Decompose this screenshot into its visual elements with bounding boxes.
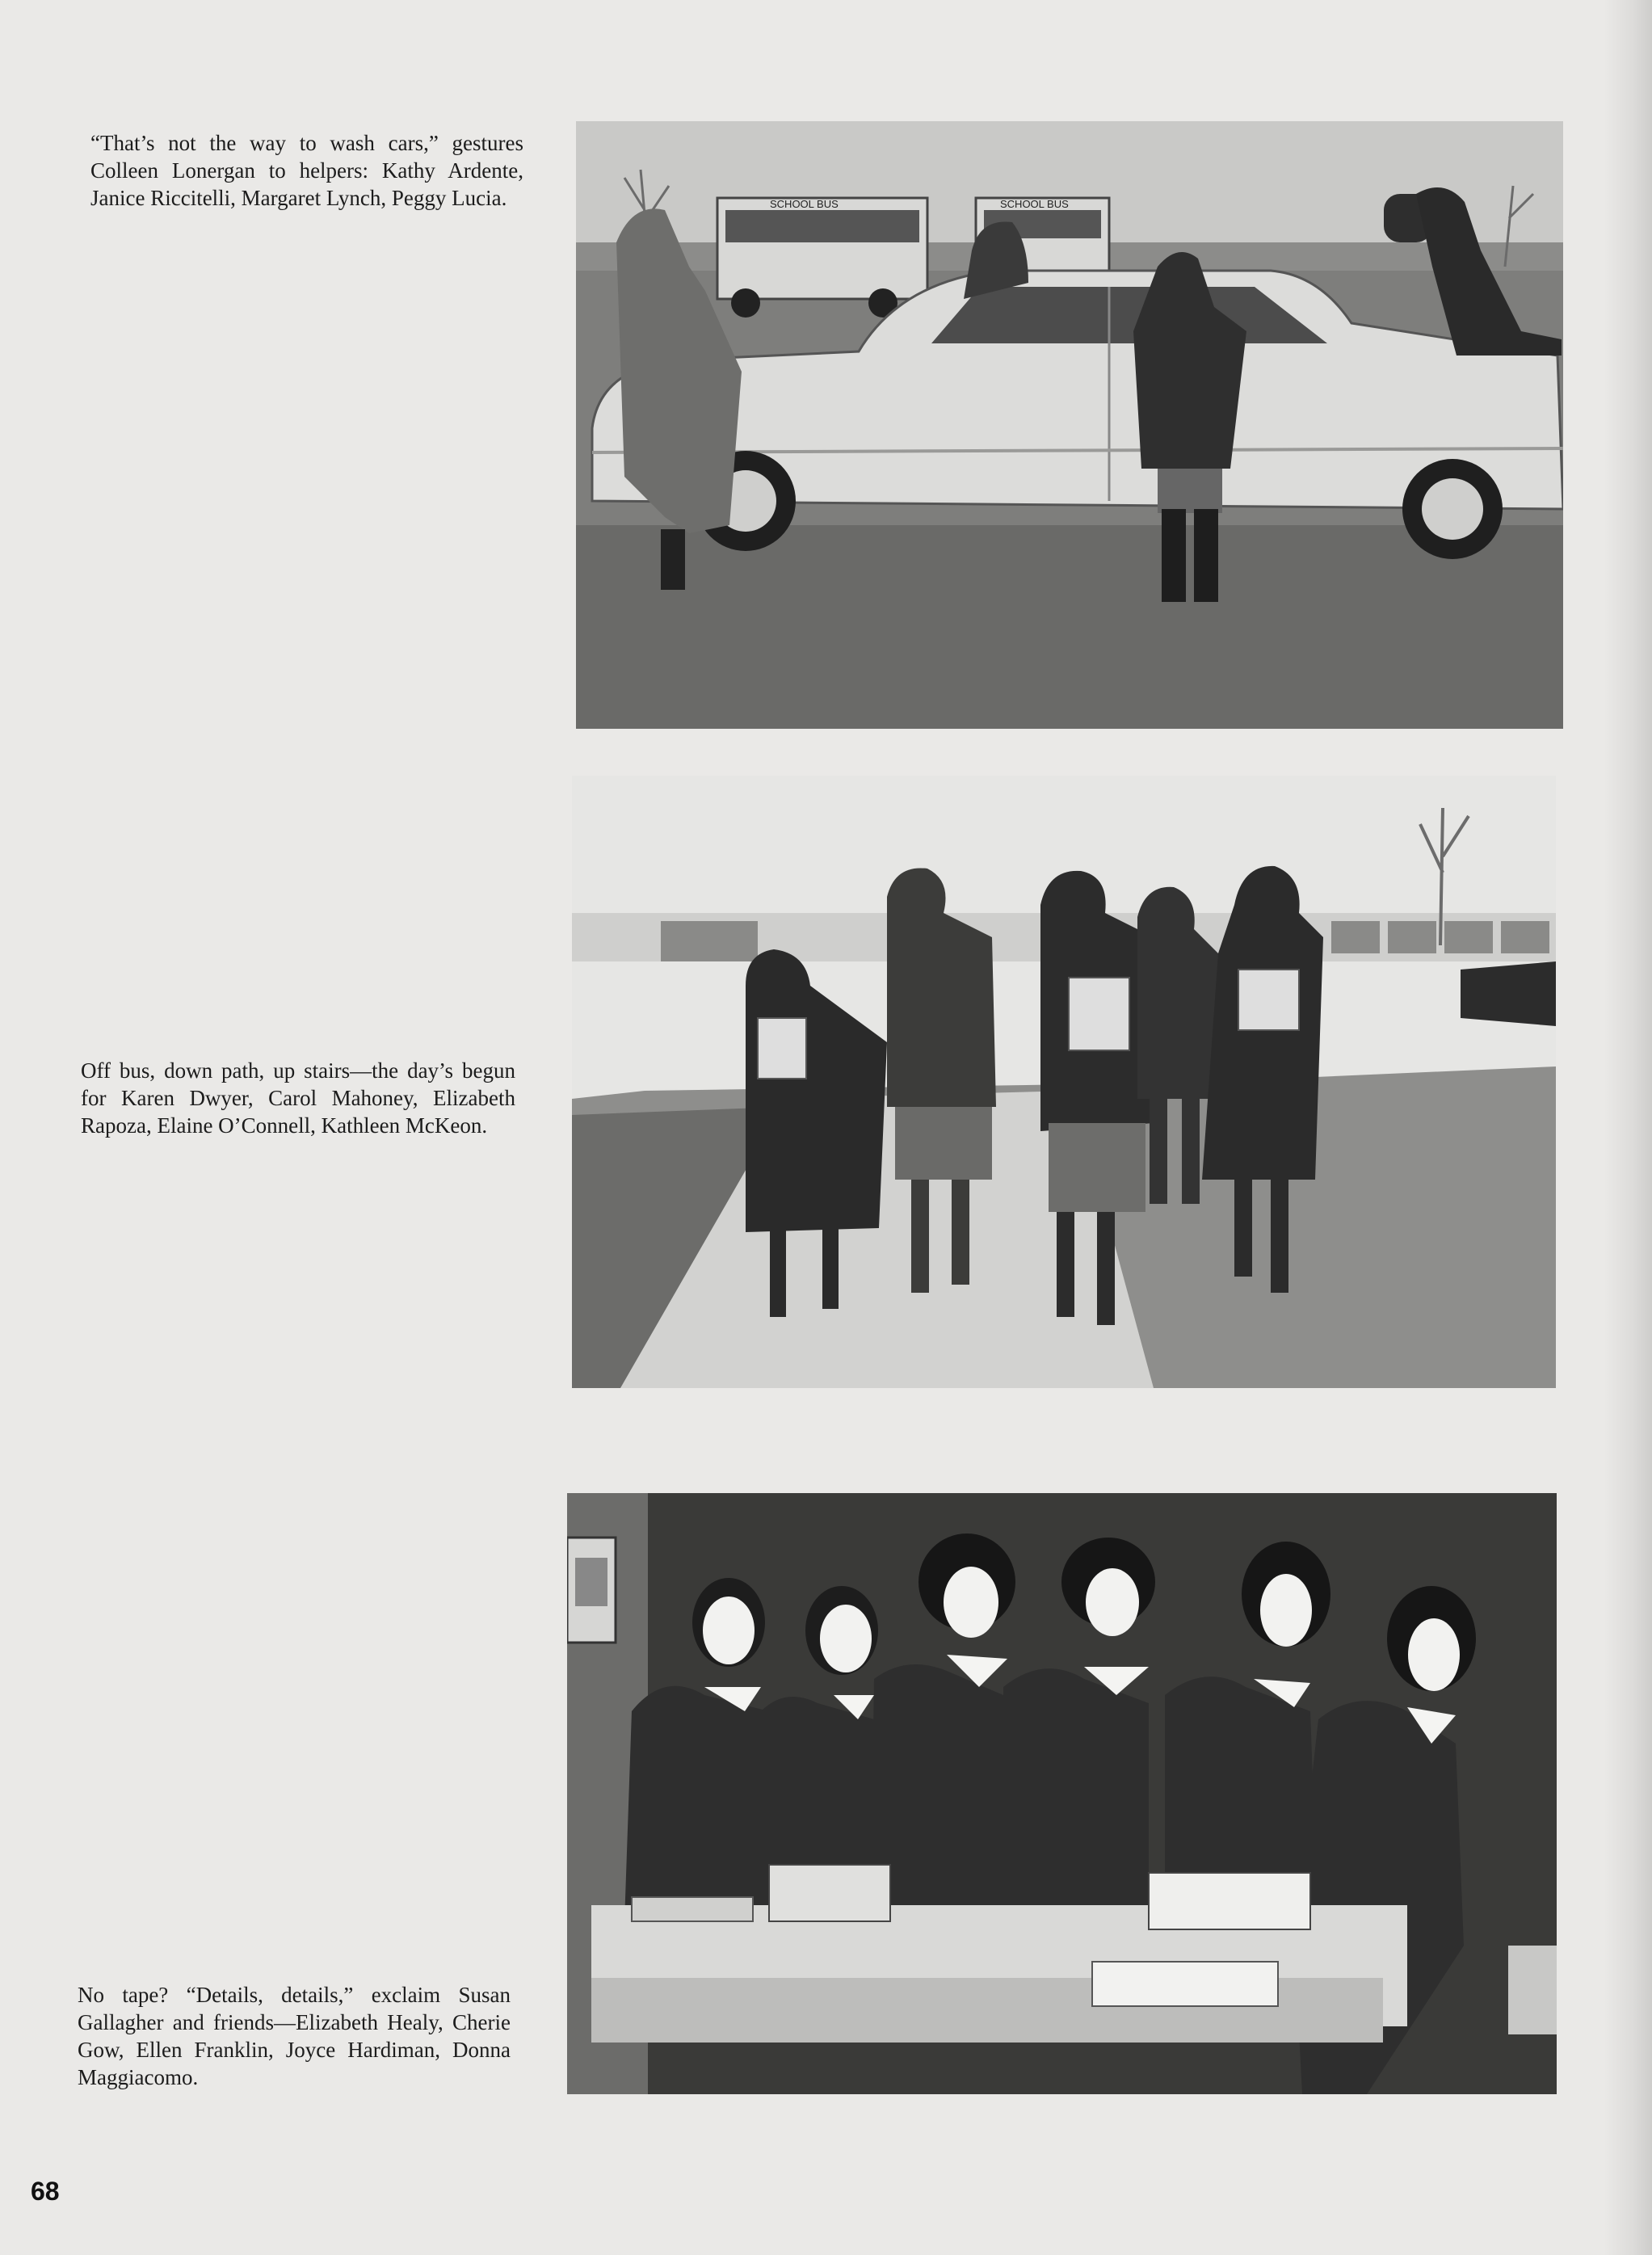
caption-tape: No tape? “Details, details,” exclaim Susan Gallagher and friends—Elizabeth Healy, Cherie Gow, Ellen Franklin, Joyce Hardiman, Donna Maggiacomo.	[78, 1983, 511, 2089]
caption-car-wash: “That’s not the way to wash cars,” gestures Colleen Lonergan to helpers: Kathy Ardente, Janice Riccitelli, Margaret Lynch, Peggy Lucia.	[90, 131, 523, 210]
page-number: 68	[31, 2177, 60, 2206]
photo-walking-students	[572, 776, 1556, 1388]
bus-sign-left: SCHOOL BUS	[770, 198, 839, 210]
bus-sign-right: SCHOOL BUS	[1000, 198, 1069, 210]
caption-bus-path: Off bus, down path, up stairs—the day’s begun for Karen Dwyer, Carol Mahoney, Elizabeth Rapoza, Elaine O’Connell, Kathleen McKeon.	[81, 1058, 515, 1138]
photo-students-tape-recorder	[567, 1493, 1557, 2094]
photo-car-wash	[576, 121, 1563, 729]
page-gutter-shadow	[1604, 0, 1652, 2255]
